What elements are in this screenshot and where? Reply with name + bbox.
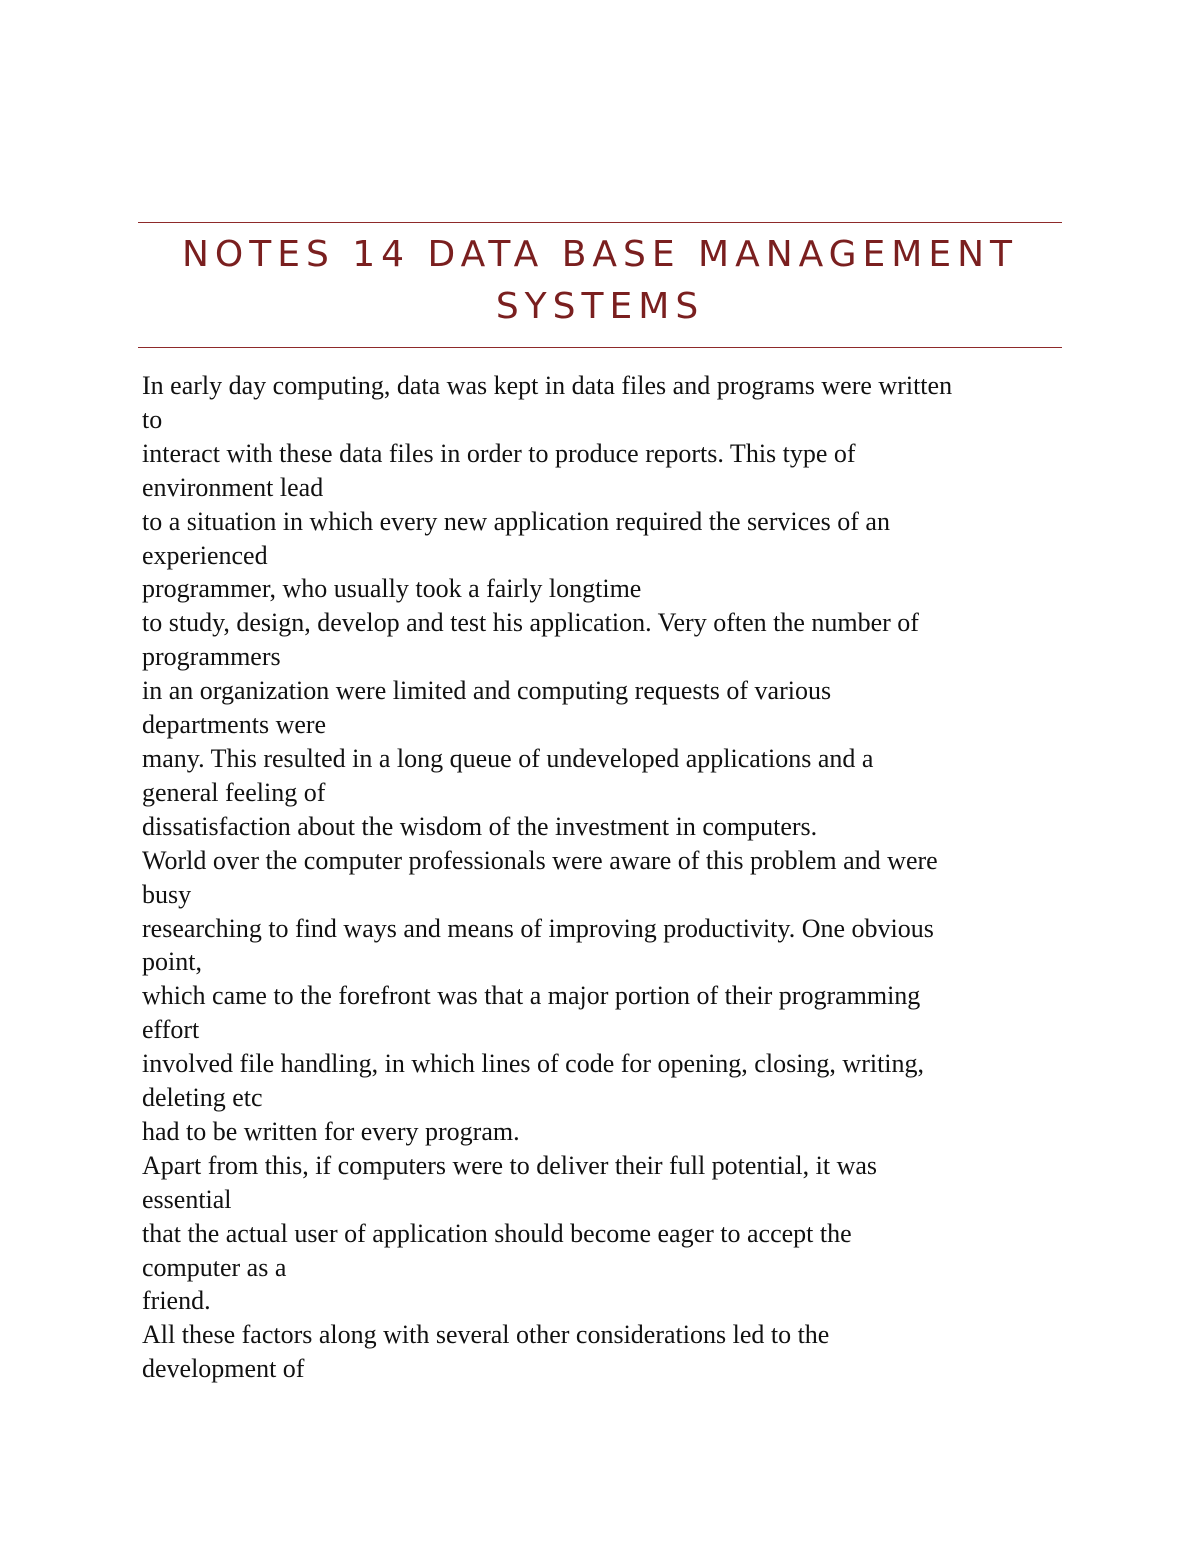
title-bottom-rule <box>138 347 1062 348</box>
text-line: point, <box>142 947 202 977</box>
text-line: In early day computing, data was kept in data files and programs were written <box>142 371 953 400</box>
text-line: computer as a <box>142 1252 287 1282</box>
text-line: to <box>142 404 163 434</box>
text-line: busy <box>142 879 192 909</box>
text-line: environment lead <box>142 472 324 502</box>
text-line: All these factors along with several other considerations led to the <box>142 1320 830 1350</box>
text-line: to study, design, develop and test his application. Very often the number of <box>142 608 919 638</box>
text-line: dissatisfaction about the wisdom of the investment in computers. <box>142 811 818 841</box>
text-line: researching to find ways and means of improving productivity. One obvious <box>142 913 934 943</box>
text-line: interact with these data files in order to produce reports. This type of <box>142 438 856 468</box>
body-text <box>142 369 1072 1386</box>
text-line: in an organization were limited and computing requests of various <box>142 676 832 706</box>
text-line: had to be written for every program. <box>142 1116 520 1146</box>
text-line: involved file handling, in which lines of code for opening, closing, writing, <box>142 1049 925 1079</box>
text-line: friend. <box>142 1286 211 1316</box>
text-line: which came to the forefront was that a major portion of their programming <box>142 981 921 1011</box>
text-line: World over the computer professionals were aware of this problem and were <box>142 845 938 875</box>
text-line: development of <box>142 1354 305 1384</box>
text-line: general feeling of <box>142 777 326 807</box>
document-title: NOTES 14 DATA BASE MANAGEMENT SYSTEMS <box>181 234 1019 327</box>
title-block <box>138 222 1062 348</box>
text-line: many. This resulted in a long queue of undeveloped applications and a <box>142 743 874 773</box>
text-line: departments were <box>142 710 327 740</box>
text-line: essential <box>142 1184 232 1214</box>
text-line: to a situation in which every new application required the services of an <box>142 506 890 536</box>
text-line: that the actual user of application should become eager to accept the <box>142 1218 852 1248</box>
text-line: programmers <box>142 642 281 672</box>
text-line: experienced <box>142 540 268 570</box>
text-line: programmer, who usually took a fairly longtime <box>142 574 642 604</box>
text-line: Apart from this, if computers were to deliver their full potential, it was <box>142 1150 878 1180</box>
text-line: deleting etc <box>142 1083 263 1113</box>
text-line: effort <box>142 1015 200 1045</box>
